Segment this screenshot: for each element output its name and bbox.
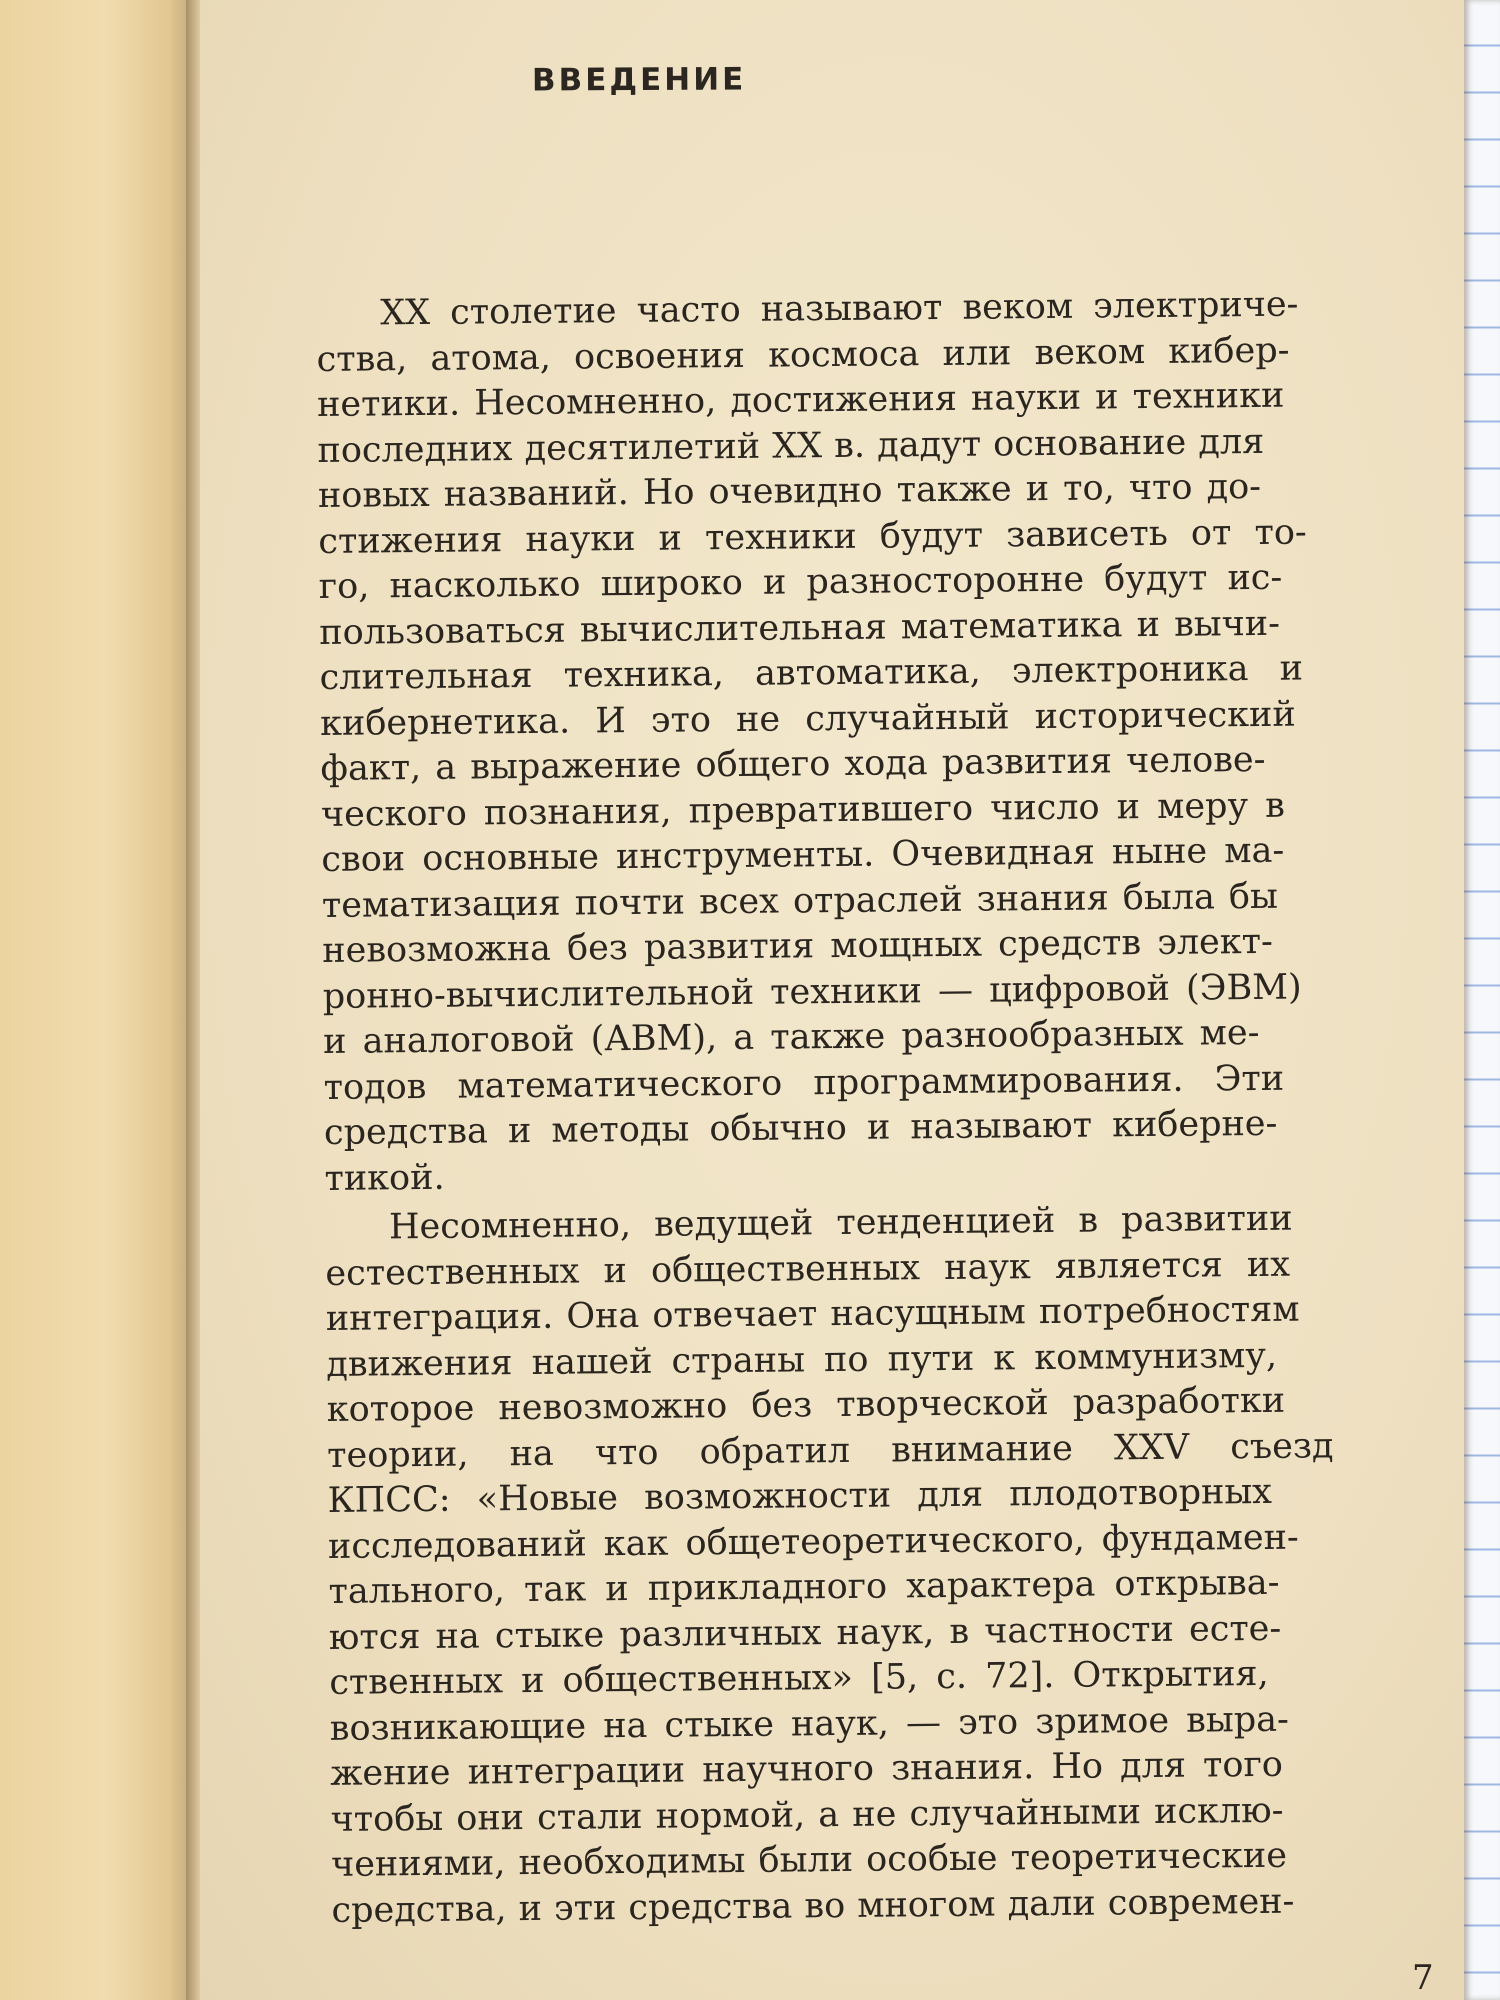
chapter-heading: ВВЕДЕНИЕ	[531, 61, 747, 99]
text-line: стижения науки и техники будут зависеть от то-	[318, 512, 1307, 562]
text-line: свои основные инструменты. Очевидная ныне ма-	[321, 830, 1285, 880]
text-line: нетики. Несомненно, достижения науки и техники	[316, 375, 1285, 425]
text-line: XX столетие часто называют веком электриче-	[380, 284, 1299, 334]
text-line: теории, на что обратил внимание XXV съезд	[326, 1425, 1334, 1476]
text-line: исследований как общетеоретического, фундамен-	[327, 1517, 1299, 1567]
text-line: ческого познания, превратившего число и меру в	[320, 785, 1286, 835]
text-line: невозможна без развития мощных средств элект-	[322, 921, 1274, 971]
text-line: средства, и эти средства во многом дали современ-	[331, 1881, 1295, 1931]
text-line: ронно-вычислительной техники — цифровой (ЭВМ)	[322, 967, 1302, 1017]
text-line: жение интеграции научного знания. Но для того	[330, 1744, 1284, 1794]
text-line: последних десятилетий XX в. дадут основание для	[317, 421, 1265, 471]
text-line: пользоваться вычислительная математика и вычи-	[319, 603, 1281, 653]
text-line: и аналоговой (АВМ), а также разнообразных ме-	[323, 1012, 1260, 1062]
text-line: кибернетика. И это не случайный исторический	[319, 694, 1296, 744]
text-line: тального, так и прикладного характера открыва-	[328, 1562, 1280, 1612]
page-number: 7	[1412, 1958, 1434, 1998]
text-line: движения нашей страны по пути к коммунизму,	[326, 1335, 1278, 1385]
text-line: интеграция. Она отвечает насущным потребностям	[325, 1289, 1300, 1339]
paragraph	[325, 1195, 1442, 1934]
text-line: которое невозможно без творческой разработки	[326, 1380, 1286, 1430]
text-line: новых названий. Но очевидно также и то, что до-	[317, 466, 1262, 516]
text-line: чениями, необходимы были особые теоретические	[330, 1835, 1288, 1885]
text-line: го, насколько широко и разносторонне будут ис-	[318, 557, 1283, 607]
text-line: тодов математического программирования. Эти	[323, 1058, 1285, 1108]
text-line: слительная техника, автоматика, электроника и	[319, 648, 1304, 698]
text-line: Несомненно, ведущей тенденцией в развитии	[388, 1198, 1293, 1248]
text-line: тикой.	[324, 1157, 445, 1199]
text-line: возникающие на стыке наук, — это зримое выра-	[329, 1699, 1290, 1749]
text-line: тематизация почти всех отраслей знания была бы	[321, 876, 1279, 926]
text-line: ства, атома, освоения космоса или веком кибер-	[316, 330, 1290, 380]
text-line: ственных и общественных» [5, с. 72]. Открытия,	[329, 1653, 1269, 1703]
text-line: чтобы они стали нормой, а не случайными исклю-	[330, 1790, 1284, 1840]
lined-notebook-edge	[1464, 0, 1500, 2000]
left-page-edge	[0, 0, 192, 2000]
body-text	[316, 281, 1442, 1934]
paragraph	[316, 281, 1435, 1202]
text-line: КПСС: «Новые возможности для плодотворных	[327, 1471, 1273, 1521]
text-line: ются на стыке различных наук, в частности есте-	[328, 1608, 1282, 1658]
text-line: средства и методы обычно и называют киберне-	[323, 1103, 1278, 1153]
text-line: естественных и общественных наук является их	[325, 1244, 1291, 1294]
text-line: факт, а выражение общего хода развития челове-	[320, 739, 1266, 789]
